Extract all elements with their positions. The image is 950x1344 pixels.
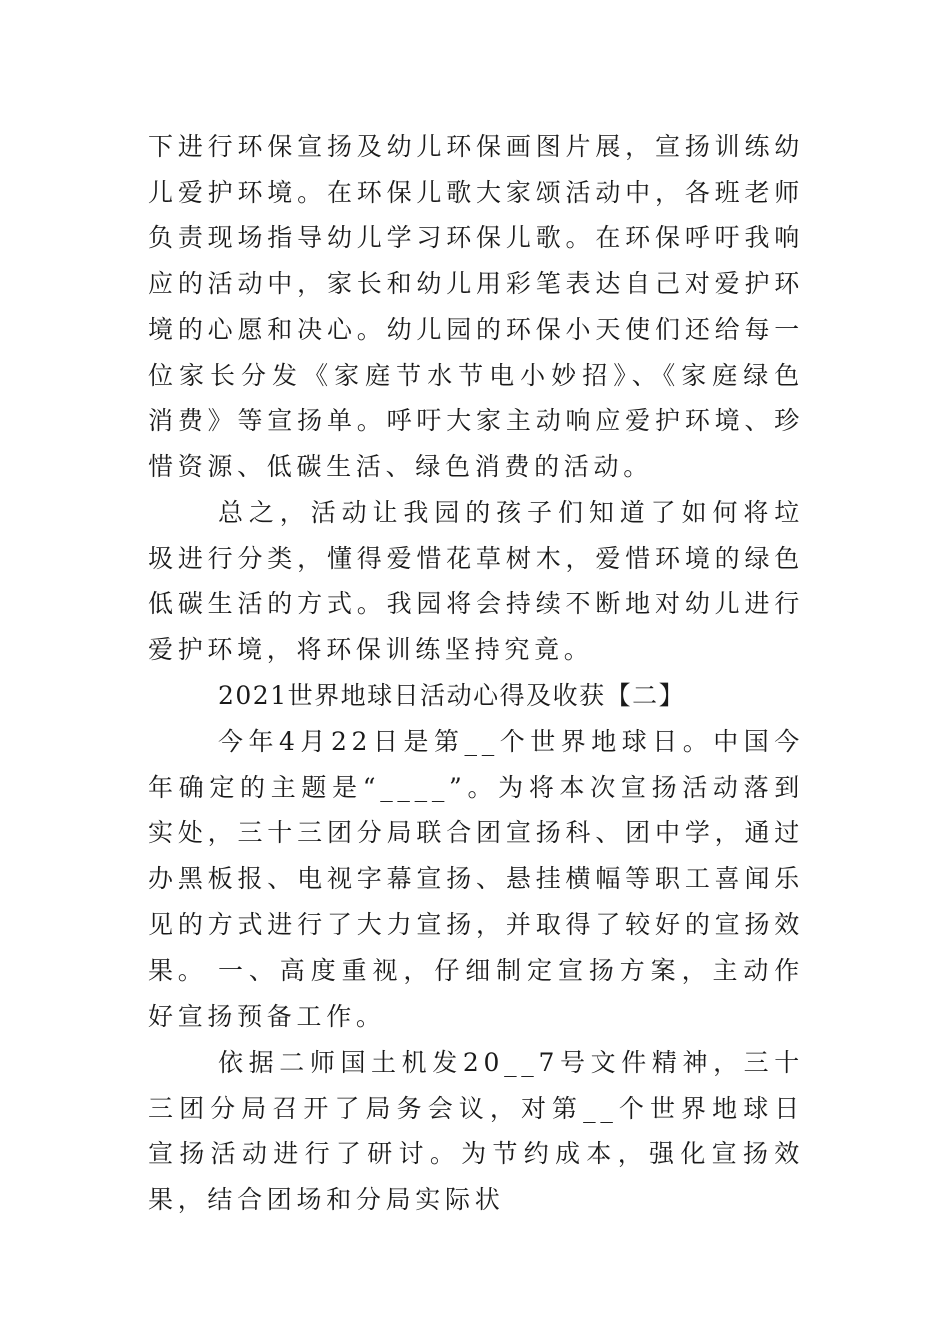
- paragraph-section-one-title: 一、高度重视，仔细制定宣扬方案，主动作好宣扬预备工作。: [148, 956, 804, 1031]
- paragraph-meeting-details: 依据二师国土机发20__7号文件精神，三十三团分局召开了局务会议，对第__个世界地球日宣扬活动进行了研讨。为节约成本，强化宣扬效果，结合团场和分局实际状: [148, 1048, 804, 1215]
- paragraph-conclusion: 总之，活动让我园的孩子们知道了如何将垃圾进行分类，懂得爱惜花草树木，爱惜环境的绿色低碳生活的方式。我园将会持续不断地对幼儿进行爱护环境，将环保训练坚持究竟。: [148, 498, 804, 665]
- paragraph-earth-day-intro: 今年4月22日是第__个世界地球日。中国今年确定的主题是“____”。为将本次宣扬活动落到实处，三十三团分局联合团宣扬科、团中学，通过办黑板报、电视字幕宣扬、悬挂横幅等职工喜闻乐见的方式进行了大力宣扬，并取得了较好的宣扬效果。: [148, 727, 804, 985]
- section-heading: 2021世界地球日活动心得及收获【二】: [218, 681, 686, 710]
- document-body: [148, 124, 804, 1215]
- paragraph-environment-activities: 下进行环保宣扬及幼儿环保画图片展，宣扬训练幼儿爱护环境。在环保儿歌大家颂活动中，各班老师负责现场指导幼儿学习环保儿歌。在环保呼吁我响应的活动中，家长和幼儿用彩笔表达自己对爱护环境的心愿和决心。幼儿园的环保小天使们还给每一位家长分发《家庭节水节电小妙招》、《家庭绿色消费》等宣扬单。呼吁大家主动响应爱护环境、珍惜资源、低碳生活、绿色消费的活动。: [148, 132, 804, 481]
